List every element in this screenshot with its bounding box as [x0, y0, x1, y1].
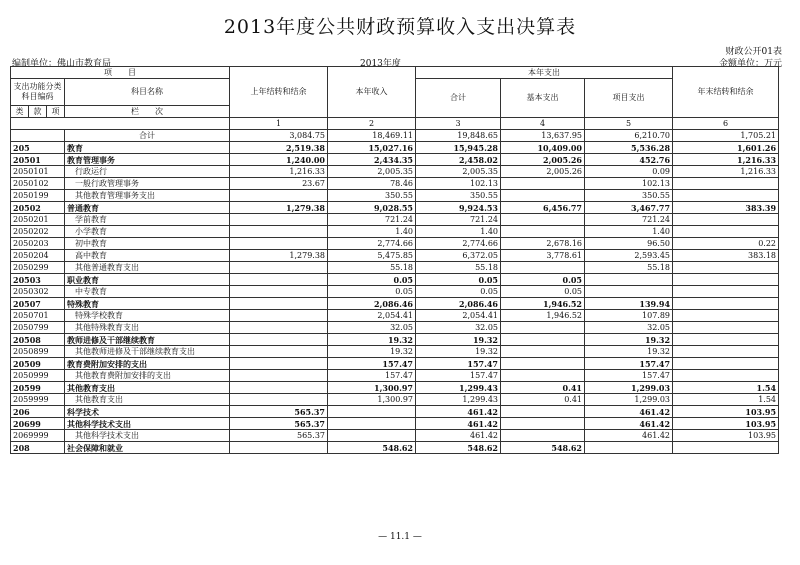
amount-cell: 461.42: [585, 406, 673, 418]
subject-code: 206: [11, 406, 65, 418]
subject-code: 20502: [11, 202, 65, 214]
table-row: [11, 370, 779, 382]
amount-cell: 1,216.33: [673, 166, 779, 178]
header-spacer: [11, 118, 230, 130]
subject-name: 教育管理事务: [65, 154, 230, 166]
subject-code: 208: [11, 442, 65, 454]
table-row: [11, 286, 779, 298]
amount-cell: 0.05: [501, 286, 585, 298]
amount-cell: [585, 274, 673, 286]
amount-cell: [673, 358, 779, 370]
amount-cell: 0.41: [501, 394, 585, 406]
header-xiang: 项: [47, 106, 65, 118]
amount-cell: 565.37: [230, 406, 328, 418]
header-cat: 类: [11, 106, 29, 118]
amount-cell: 13,637.95: [501, 130, 585, 142]
amount-cell: 55.18: [585, 262, 673, 274]
subject-name: 其他教育管理事务支出: [65, 190, 230, 202]
table-row: [11, 394, 779, 406]
amount-cell: 0.09: [585, 166, 673, 178]
amount-cell: 1,601.26: [673, 142, 779, 154]
subject-code: 20508: [11, 334, 65, 346]
header-income: 本年收入: [328, 67, 416, 118]
page-title: 2013年度公共财政预算收入支出决算表: [223, 16, 577, 38]
amount-cell: [501, 334, 585, 346]
amount-cell: 1.54: [673, 382, 779, 394]
amount-cell: 2,054.41: [328, 310, 416, 322]
amount-cell: 2,593.45: [585, 250, 673, 262]
amount-cell: 19,848.65: [416, 130, 501, 142]
amount-cell: 103.95: [673, 418, 779, 430]
amount-cell: 157.47: [416, 358, 501, 370]
header-expense: 本年支出: [416, 67, 673, 79]
subject-name: 其他科学技术支出: [65, 430, 230, 442]
amount-cell: [230, 358, 328, 370]
col-number-5: 5: [585, 118, 673, 130]
amount-cell: 102.13: [585, 178, 673, 190]
amount-cell: 19.32: [328, 334, 416, 346]
amount-cell: 1,705.21: [673, 130, 779, 142]
table-row: [11, 358, 779, 370]
amount-cell: [230, 394, 328, 406]
amount-cell: [328, 406, 416, 418]
amount-cell: 2,774.66: [328, 238, 416, 250]
amount-cell: 350.55: [585, 190, 673, 202]
amount-cell: 0.05: [416, 286, 501, 298]
amount-cell: [501, 346, 585, 358]
amount-cell: 6,210.70: [585, 130, 673, 142]
amount-cell: 461.42: [585, 418, 673, 430]
amount-cell: 10,409.00: [501, 142, 585, 154]
amount-cell: 565.37: [230, 418, 328, 430]
table-row: [11, 142, 779, 154]
amount-cell: [501, 430, 585, 442]
amount-cell: 15,027.16: [328, 142, 416, 154]
amount-cell: 1,216.33: [230, 166, 328, 178]
amount-cell: 32.05: [416, 322, 501, 334]
amount-cell: 102.13: [416, 178, 501, 190]
amount-cell: 3,084.75: [230, 130, 328, 142]
amount-cell: 350.55: [416, 190, 501, 202]
table-row: [11, 166, 779, 178]
table-row: [11, 214, 779, 226]
amount-cell: 2,519.38: [230, 142, 328, 154]
amount-cell: [673, 298, 779, 310]
amount-cell: 461.42: [416, 430, 501, 442]
amount-cell: [501, 190, 585, 202]
budget-table: [10, 66, 779, 454]
table-row: [11, 310, 779, 322]
subject-name: 其他教师进修及干部继续教育支出: [65, 346, 230, 358]
amount-cell: [328, 430, 416, 442]
amount-cell: [673, 370, 779, 382]
subject-name: 小学教育: [65, 226, 230, 238]
amount-cell: [673, 262, 779, 274]
amount-cell: 9,028.55: [328, 202, 416, 214]
amount-cell: [230, 370, 328, 382]
amount-cell: 23.67: [230, 178, 328, 190]
amount-cell: [501, 178, 585, 190]
amount-cell: [673, 334, 779, 346]
amount-cell: [501, 406, 585, 418]
table-row: [11, 226, 779, 238]
subject-code: 2050799: [11, 322, 65, 334]
amount-cell: 103.95: [673, 430, 779, 442]
amount-cell: 2,458.02: [416, 154, 501, 166]
page-number: — 11.1 —: [378, 532, 422, 542]
table-row: [11, 250, 779, 262]
amount-cell: 0.41: [501, 382, 585, 394]
amount-cell: 0.05: [328, 286, 416, 298]
amount-cell: [230, 442, 328, 454]
amount-cell: [673, 286, 779, 298]
amount-cell: 2,086.46: [416, 298, 501, 310]
amount-cell: [230, 298, 328, 310]
subject-code: 2050101: [11, 166, 65, 178]
amount-cell: 383.39: [673, 202, 779, 214]
amount-cell: 0.05: [328, 274, 416, 286]
subject-name: 特殊教育: [65, 298, 230, 310]
table-row: [11, 274, 779, 286]
amount-cell: 6,456.77: [501, 202, 585, 214]
amount-cell: [230, 238, 328, 250]
subject-name: 教育: [65, 142, 230, 154]
amount-cell: 548.62: [501, 442, 585, 454]
subject-name: 其他科学技术支出: [65, 418, 230, 430]
amount-cell: 1,946.52: [501, 310, 585, 322]
amount-cell: 461.42: [585, 430, 673, 442]
table-row: [11, 262, 779, 274]
amount-cell: 1,300.97: [328, 394, 416, 406]
amount-cell: 565.37: [230, 430, 328, 442]
amount-cell: 103.95: [673, 406, 779, 418]
amount-cell: 2,005.26: [501, 166, 585, 178]
amount-cell: 350.55: [328, 190, 416, 202]
table-row: [11, 346, 779, 358]
table-row: [11, 442, 779, 454]
amount-cell: [230, 334, 328, 346]
subject-name: 其他特殊教育支出: [65, 322, 230, 334]
subject-code: 2050899: [11, 346, 65, 358]
header-project: 项目支出: [585, 79, 673, 118]
header-basic: 基本支出: [501, 79, 585, 118]
subject-name: 一般行政管理事务: [65, 178, 230, 190]
amount-cell: 0.05: [416, 274, 501, 286]
amount-cell: [501, 226, 585, 238]
col-number-3: 3: [416, 118, 501, 130]
subject-code: 2069999: [11, 430, 65, 442]
amount-cell: 157.47: [585, 370, 673, 382]
subject-code: 2050199: [11, 190, 65, 202]
table-row: [11, 406, 779, 418]
header-lan-ci: 栏 次: [65, 106, 230, 118]
col-number-1: 1: [230, 118, 328, 130]
amount-cell: 139.94: [585, 298, 673, 310]
amount-cell: [585, 442, 673, 454]
amount-cell: [230, 322, 328, 334]
amount-cell: 19.32: [416, 346, 501, 358]
subject-code: 2050299: [11, 262, 65, 274]
header-prev-balance: 上年结转和结余: [230, 67, 328, 118]
subject-name: 其他教育支出: [65, 382, 230, 394]
amount-unit: 金额单位：万元: [718, 59, 782, 69]
table-row: [11, 178, 779, 190]
subject-code: 20507: [11, 298, 65, 310]
header-func-code: 支出功能分类科目编码: [11, 79, 65, 106]
amount-cell: [501, 370, 585, 382]
amount-cell: 1,300.97: [328, 382, 416, 394]
amount-cell: [230, 262, 328, 274]
amount-cell: 721.24: [585, 214, 673, 226]
amount-cell: [673, 190, 779, 202]
subject-code: 20509: [11, 358, 65, 370]
amount-cell: 1,279.38: [230, 202, 328, 214]
amount-cell: 157.47: [328, 358, 416, 370]
table-row: [11, 322, 779, 334]
subject-code: 20699: [11, 418, 65, 430]
subject-name: 其他普通教育支出: [65, 262, 230, 274]
amount-cell: [673, 214, 779, 226]
amount-cell: [501, 322, 585, 334]
amount-cell: 55.18: [416, 262, 501, 274]
subject-name: 普通教育: [65, 202, 230, 214]
subject-code: 2050999: [11, 370, 65, 382]
subject-name: 初中教育: [65, 238, 230, 250]
amount-cell: [501, 214, 585, 226]
subject-code: 2050701: [11, 310, 65, 322]
amount-cell: 5,475.85: [328, 250, 416, 262]
table-row: [11, 382, 779, 394]
subject-code: 2050201: [11, 214, 65, 226]
amount-cell: [501, 418, 585, 430]
amount-cell: 548.62: [328, 442, 416, 454]
amount-cell: 2,086.46: [328, 298, 416, 310]
amount-cell: 1.40: [585, 226, 673, 238]
amount-cell: [230, 346, 328, 358]
amount-cell: 19.32: [585, 346, 673, 358]
amount-cell: 19.32: [416, 334, 501, 346]
subject-name: 社会保障和就业: [65, 442, 230, 454]
amount-cell: 107.89: [585, 310, 673, 322]
subject-code: 2050102: [11, 178, 65, 190]
report-year: 2013年度: [360, 59, 401, 69]
amount-cell: 2,774.66: [416, 238, 501, 250]
subject-name: 教育费附加安排的支出: [65, 358, 230, 370]
amount-cell: 1,279.38: [230, 250, 328, 262]
table-row: [11, 154, 779, 166]
amount-cell: [328, 418, 416, 430]
table-row: [11, 238, 779, 250]
subject-code: [11, 130, 65, 142]
header-total: 合计: [416, 79, 501, 118]
amount-cell: [230, 274, 328, 286]
amount-cell: 721.24: [416, 214, 501, 226]
amount-cell: 157.47: [416, 370, 501, 382]
amount-cell: 96.50: [585, 238, 673, 250]
subject-code: 2050203: [11, 238, 65, 250]
col-number-2: 2: [328, 118, 416, 130]
amount-cell: 1,240.00: [230, 154, 328, 166]
subject-name: 其他教育支出: [65, 394, 230, 406]
amount-cell: 1,299.43: [416, 382, 501, 394]
header-kuan: 款: [29, 106, 47, 118]
subject-name: 高中教育: [65, 250, 230, 262]
subject-code: 20501: [11, 154, 65, 166]
amount-cell: [673, 346, 779, 358]
amount-cell: 461.42: [416, 418, 501, 430]
col-number-6: 6: [673, 118, 779, 130]
amount-cell: 2,005.26: [501, 154, 585, 166]
amount-cell: 3,778.61: [501, 250, 585, 262]
amount-cell: [673, 274, 779, 286]
amount-cell: 0.22: [673, 238, 779, 250]
subject-code: 20599: [11, 382, 65, 394]
amount-cell: 32.05: [585, 322, 673, 334]
subject-name: 行政运行: [65, 166, 230, 178]
subject-name: 特殊学校教育: [65, 310, 230, 322]
amount-cell: 1,299.43: [416, 394, 501, 406]
subject-code: 205: [11, 142, 65, 154]
amount-cell: 383.18: [673, 250, 779, 262]
amount-cell: [230, 190, 328, 202]
amount-cell: 9,924.53: [416, 202, 501, 214]
amount-cell: 19.32: [585, 334, 673, 346]
table-row: [11, 418, 779, 430]
header-end-balance: 年末结转和结余: [673, 67, 779, 118]
subject-name: 其他教育费附加安排的支出: [65, 370, 230, 382]
organization: 编制单位：佛山市教育局: [12, 59, 112, 69]
amount-cell: [230, 382, 328, 394]
amount-cell: [673, 322, 779, 334]
amount-cell: 15,945.28: [416, 142, 501, 154]
amount-cell: 461.42: [416, 406, 501, 418]
amount-cell: 157.47: [585, 358, 673, 370]
amount-cell: 548.62: [416, 442, 501, 454]
subject-code: 2050204: [11, 250, 65, 262]
amount-cell: 1.40: [416, 226, 501, 238]
amount-cell: [673, 310, 779, 322]
amount-cell: [230, 226, 328, 238]
amount-cell: 1,299.03: [585, 382, 673, 394]
amount-cell: 32.05: [328, 322, 416, 334]
subject-name: 教师进修及干部继续教育: [65, 334, 230, 346]
amount-cell: 157.47: [328, 370, 416, 382]
col-number-4: 4: [501, 118, 585, 130]
header-subject-name: 科目名称: [65, 79, 230, 106]
subject-code: 2059999: [11, 394, 65, 406]
amount-cell: 1,216.33: [673, 154, 779, 166]
table-row: [11, 298, 779, 310]
amount-cell: 0.05: [501, 274, 585, 286]
amount-cell: 55.18: [328, 262, 416, 274]
amount-cell: [673, 442, 779, 454]
amount-cell: 1,946.52: [501, 298, 585, 310]
subject-name: 学前教育: [65, 214, 230, 226]
amount-cell: 78.46: [328, 178, 416, 190]
amount-cell: [585, 286, 673, 298]
amount-cell: [230, 286, 328, 298]
form-number: 财政公开01表: [725, 47, 782, 57]
amount-cell: [501, 358, 585, 370]
subject-name: 合计: [65, 130, 230, 142]
amount-cell: 6,372.05: [416, 250, 501, 262]
table-row: [11, 334, 779, 346]
amount-cell: 18,469.11: [328, 130, 416, 142]
amount-cell: [673, 226, 779, 238]
header-item: 项 目: [11, 67, 230, 79]
amount-cell: [230, 310, 328, 322]
amount-cell: 721.24: [328, 214, 416, 226]
amount-cell: [501, 262, 585, 274]
subject-name: 职业教育: [65, 274, 230, 286]
table-row: [11, 190, 779, 202]
amount-cell: 2,434.35: [328, 154, 416, 166]
amount-cell: [230, 214, 328, 226]
amount-cell: 2,054.41: [416, 310, 501, 322]
subject-code: 2050302: [11, 286, 65, 298]
subject-code: 2050202: [11, 226, 65, 238]
subject-name: 中专教育: [65, 286, 230, 298]
amount-cell: 1.54: [673, 394, 779, 406]
subject-code: 20503: [11, 274, 65, 286]
table-row: [11, 130, 779, 142]
amount-cell: 3,467.77: [585, 202, 673, 214]
table-row: [11, 202, 779, 214]
table-row: [11, 430, 779, 442]
amount-cell: 452.76: [585, 154, 673, 166]
subject-name: 科学技术: [65, 406, 230, 418]
amount-cell: 2,005.35: [328, 166, 416, 178]
amount-cell: 5,536.28: [585, 142, 673, 154]
amount-cell: 2,678.16: [501, 238, 585, 250]
amount-cell: 1.40: [328, 226, 416, 238]
amount-cell: [673, 178, 779, 190]
amount-cell: 2,005.35: [416, 166, 501, 178]
amount-cell: 19.32: [328, 346, 416, 358]
amount-cell: 1,299.03: [585, 394, 673, 406]
